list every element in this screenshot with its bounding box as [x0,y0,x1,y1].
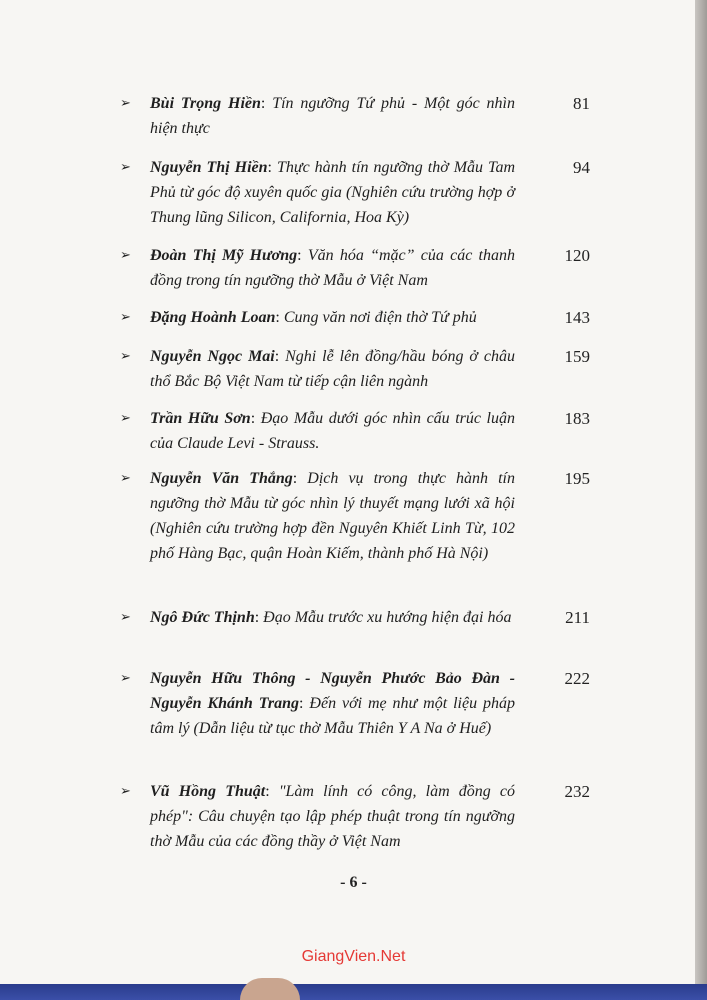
entry-page: 94 [573,158,590,177]
arrow-bullet-icon: ➢ [120,471,131,486]
entry-author: Nguyễn Ngọc Mai [150,348,275,365]
toc-entry: ➢ Bùi Trọng Hiền: Tín ngưỡng Tứ phủ - Một góc nhìn hiện thực 81 [120,91,590,141]
entry-author: Bùi Trọng Hiền [150,95,261,112]
arrow-bullet-icon: ➢ [120,784,131,799]
entry-author: Nguyễn Hữu Thông - Nguyễn Phước Bảo Đàn - Nguyễn Khánh Trang [150,670,515,712]
arrow-bullet-icon: ➢ [120,310,131,325]
toc-entry: ➢ Vũ Hồng Thuật: "Làm lính có công, làm đồng có phép": Câu chuyện tạo lập phép thuật trong tín ngưỡng thờ Mẫu của các đồng thầy ở Việt Nam 232 [120,779,590,854]
toc-entry: ➢ Đoàn Thị Mỹ Hương: Văn hóa “mặc” của các thanh đồng trong tín ngưỡng thờ Mẫu ở Việt Nam 120 [120,243,590,293]
toc-entry: ➢ Trần Hữu Sơn: Đạo Mẫu dưới góc nhìn cấu trúc luận của Claude Levi - Strauss. 183 [120,406,590,456]
entry-title: Cung văn nơi điện thờ Tứ phủ [283,309,477,326]
entry-page: 232 [564,782,590,801]
arrow-bullet-icon: ➢ [120,610,131,625]
page-number: - 6 - [340,874,367,891]
toc-entry: ➢ Đặng Hoành Loan: Cung văn nơi điện thờ Tứ phủ 143 [120,305,590,330]
toc-entry: ➢ Ngô Đức Thịnh: Đạo Mẫu trước xu hướng hiện đại hóa 211 [120,605,590,630]
entry-title: Tín ngưỡng Tứ phủ - Một góc nhìn hiện thực [150,95,515,137]
toc-entry: ➢ Nguyễn Ngọc Mai: Nghi lễ lên đồng/hầu bóng ở châu thổ Bắc Bộ Việt Nam từ tiếp cận liên ngành 159 [120,344,590,394]
entry-title: Đến với mẹ như một liệu pháp tâm lý (Dẫn liệu từ tục thờ Mẫu Thiên Y A Na ở Huế) [150,695,515,737]
entry-author: Nguyễn Văn Thắng [150,470,293,487]
toc-entry: ➢ Nguyễn Hữu Thông - Nguyễn Phước Bảo Đàn - Nguyễn Khánh Trang: Đến với mẹ như một liệu pháp tâm lý (Dẫn liệu từ tục thờ Mẫu Thiên Y A Na ở Huế) 222 [120,666,590,741]
entry-title: Đạo Mẫu dưới góc nhìn cấu trúc luận của Claude Levi - Strauss. [150,410,515,452]
entry-title: Đạo Mẫu trước xu hướng hiện đại hóa [263,609,512,626]
entry-page: 183 [564,409,590,428]
arrow-bullet-icon: ➢ [120,248,131,263]
entry-title: "Làm lính có công, làm đồng có phép": Câu chuyện tạo lập phép thuật trong tín ngưỡng thờ Mẫu của các đồng thầy ở Việt Nam [150,783,516,850]
entry-author: Ngô Đức Thịnh [150,609,255,626]
arrow-bullet-icon: ➢ [120,349,131,364]
entry-author: Vũ Hồng Thuật [150,783,266,800]
entry-author: Đặng Hoành Loan [150,309,276,326]
watermark: GiangVien.Net [301,948,406,965]
entry-author: Nguyễn Thị Hiền [150,159,268,176]
arrow-bullet-icon: ➢ [120,671,131,686]
entry-page: 143 [564,308,590,327]
entry-title: Dịch vụ trong thực hành tín ngưỡng thờ Mẫu từ góc nhìn lý thuyết mạng lưới xã hội (Nghiên cứu trường hợp đền Nguyên Khiết Linh Từ, 102 phố Hàng Bạc, quận Hoàn Kiếm, thành phố Hà Nội) [150,470,515,562]
entry-page: 211 [565,608,590,627]
entry-author: Trần Hữu Sơn [150,410,251,427]
page-edge [695,0,707,1000]
entry-title: Thực hành tín ngưỡng thờ Mẫu Tam Phủ từ góc độ xuyên quốc gia (Nghiên cứu trường hợp ở Thung lũng Silicon, California, Hoa Kỳ) [150,159,516,226]
arrow-bullet-icon: ➢ [120,411,131,426]
entry-page: 159 [564,347,590,366]
entry-page: 81 [573,94,590,113]
finger [240,978,300,1000]
entry-page: 195 [564,469,590,488]
entry-title: Văn hóa “mặc” của các thanh đồng trong tín ngưỡng thờ Mẫu ở Việt Nam [150,247,515,289]
arrow-bullet-icon: ➢ [120,160,131,175]
entry-title: Nghi lễ lên đồng/hầu bóng ở châu thổ Bắc Bộ Việt Nam từ tiếp cận liên ngành [150,348,515,390]
entry-author: Đoàn Thị Mỹ Hương [150,247,298,264]
arrow-bullet-icon: ➢ [120,96,131,111]
toc-entry: ➢ Nguyễn Thị Hiền: Thực hành tín ngưỡng thờ Mẫu Tam Phủ từ góc độ xuyên quốc gia (Nghiên cứu trường hợp ở Thung lũng Silicon, California, Hoa Kỳ) 94 [120,155,590,230]
entry-page: 120 [564,246,590,265]
toc-entry: ➢ Nguyễn Văn Thắng: Dịch vụ trong thực hành tín ngưỡng thờ Mẫu từ góc nhìn lý thuyết mạng lưới xã hội (Nghiên cứu trường hợp đền Nguyên Khiết Linh Từ, 102 phố Hàng Bạc, quận Hoàn Kiếm, thành phố Hà Nội) 195 [120,466,590,566]
entry-page: 222 [564,669,590,688]
book-cover-edge [0,984,707,1000]
